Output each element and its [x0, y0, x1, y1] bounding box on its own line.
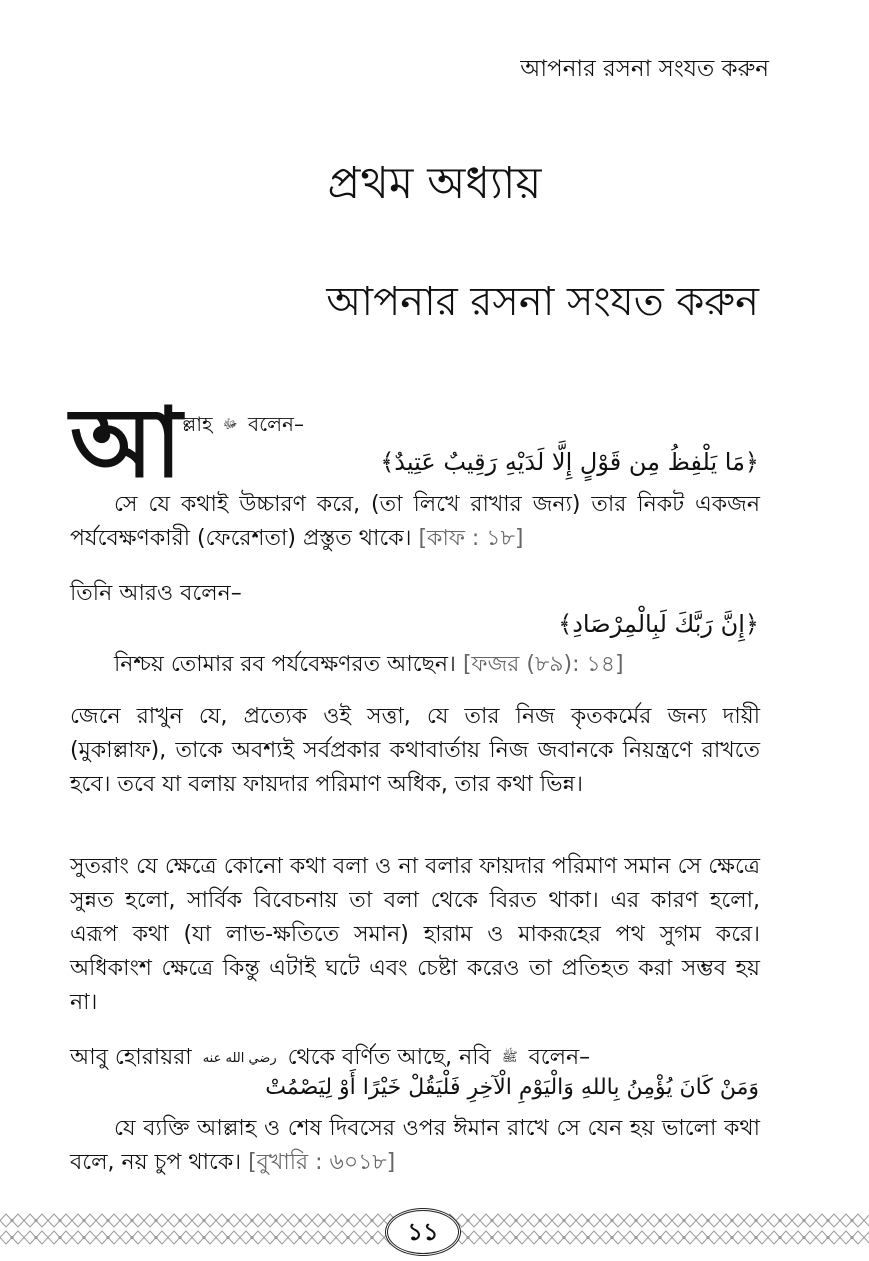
section-title: আপনার রসনা সংযত করুন — [326, 279, 759, 325]
ayah-arabic-1: ﴿مَا يَلْفِظُ مِن قَوْلٍ إِلَّا لَدَيْهِ رَقِيبٌ عَتِيدٌ﴾ — [380, 448, 759, 476]
lead-line-2: তিনি আরও বলেন– — [70, 581, 242, 606]
ayah-translation-2 — [70, 648, 760, 682]
intro-says: বলেন– — [247, 412, 304, 436]
paragraph-4: সুতরাং যে ক্ষেত্রে কোনো কথা বলা ও না বলার ফায়দার পরিমাণ সমান সে ক্ষেত্রে সুন্নত হলো, সার্বিক বিবেচনায় তা বলা থেকে বিরত থাকা। এর কারণ হলো, এরূপ কথা (যা লাভ-ক্ষতিতে সমান) হারাম ও মাকরূহের পথ সুগম করে। অধিকাংশ ক্ষেত্রে কিন্তু এটাই ঘটে এবং চেষ্টা করেও তা প্রতিহত করা সম্ভব হয় না। — [70, 854, 760, 1015]
reference-1: [কাফ : ১৮] — [418, 526, 524, 551]
reference-2: [ফজর (৮৯): ১৪] — [462, 652, 624, 677]
honorific-mark: ﷻ — [222, 417, 238, 432]
narrator-honorific: رضي الله عنه — [202, 1050, 277, 1066]
page-number: ১১ — [385, 1208, 461, 1256]
translation-text-1: সে যে কথাই উচ্চারণ করে, (তা লিখে রাখার জন্য) তার নিকট একজন পর্যবেক্ষণকারী (ফেরেশতা) প্রস্তুত থাকে। — [70, 492, 760, 551]
paragraph-3: জেনে রাখুন যে, প্রত্যেক ওই সত্তা, যে তার নিজ কৃতকর্মের জন্য দায়ী (মুকাল্লাফ), তাকে অবশ্যই সর্বপ্রকার কথাবার্তায় নিজ জবানকে নিয়ন্ত্রণে রাখতে হবে। তবে যা বলায় ফায়দার পরিমাণ অধিক, তার কথা ভিন্ন। — [70, 704, 760, 797]
hadith-lead-end: বলেন– — [528, 1045, 591, 1070]
prophet-honorific: ﷺ — [501, 1049, 518, 1065]
translation-text-2: নিশ্চয় তোমার রব পর্যবেক্ষণরত আছেন। — [114, 652, 456, 677]
intro-rest: ল্লাহ — [182, 412, 213, 436]
ayah-translation-1 — [70, 488, 760, 556]
hadith-reference: [বুখারি : ৬০১৮] — [248, 1150, 396, 1175]
hadith-lead-mid: থেকে বর্ণিত আছে, নবি — [287, 1045, 491, 1070]
hadith-arabic: وَمَنْ كَانَ يُؤْمِنُ بِاللهِ وَالْيَوْمِ الْآخِرِ فَلْيَقُلْ خَيْرًا أَوْ لِيَصْمُتْ — [265, 1075, 759, 1100]
hadith-translation — [70, 1112, 760, 1180]
intro-line — [182, 410, 304, 443]
chapter-title: প্রথম অধ্যায় — [327, 158, 542, 209]
hadith-lead — [70, 1040, 590, 1077]
drop-cap: আ — [70, 387, 178, 499]
running-header: আপনার রসনা সংযত করুন — [520, 56, 769, 82]
narrator-name: আবু হোরায়রা — [70, 1045, 192, 1070]
ayah-arabic-2: ﴿إِنَّ رَبَّكَ لَبِالْمِرْصَادِ﴾ — [558, 610, 759, 638]
hadith-translation-text: যে ব্যক্তি আল্লাহ ও শেষ দিবসের ওপর ঈমান রাখে সে যেন হয় ভালো কথা বলে, নয় চুপ থাকে। — [70, 1116, 760, 1175]
